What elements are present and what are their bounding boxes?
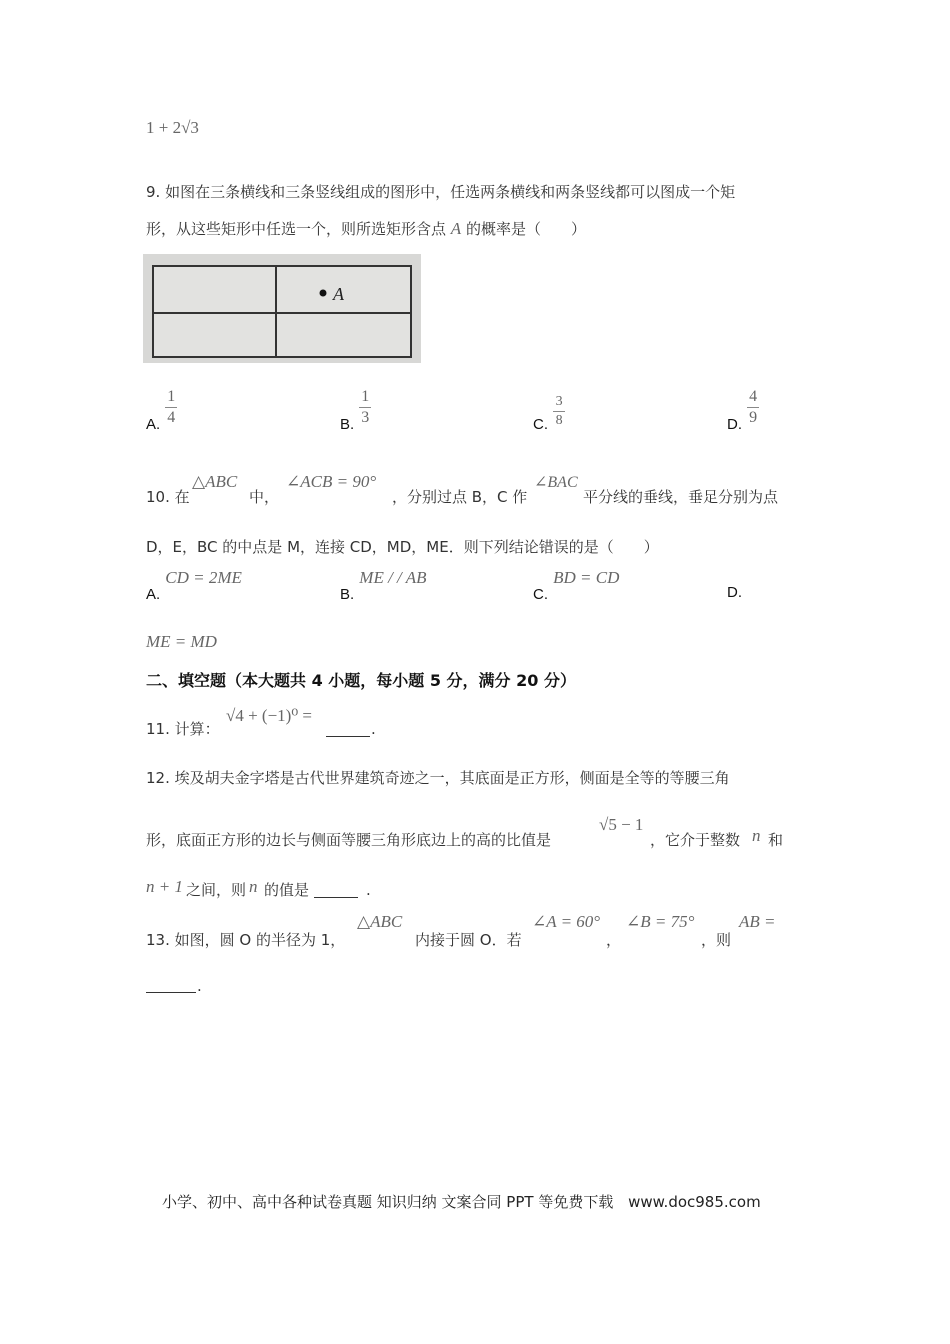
section-2-heading: 二、填空题（本大题共 4 小题，每小题 5 分，满分 20 分） — [146, 671, 576, 690]
q9-option-d-letter: D. — [727, 416, 742, 433]
frac-bar — [359, 407, 371, 408]
q11-label: 11. 计算： — [146, 720, 220, 738]
q13-angle-b: ∠B = 75° — [626, 912, 695, 931]
q9-option-c-frac — [553, 394, 565, 429]
q9-option-a-frac — [165, 388, 177, 427]
q10-line2: D，E，BC 的中点是 M，连接 CD，MD，ME．则下列结论错误的是（ ） — [146, 538, 659, 556]
q10-option-d-expr: ME = MD — [146, 632, 217, 651]
q11-answer-blank[interactable] — [326, 722, 370, 741]
q10-option-a[interactable] — [146, 568, 242, 603]
frac-bar — [165, 407, 177, 408]
q9-option-c-letter: C. — [533, 416, 548, 433]
q10-tri: △ABC — [192, 472, 238, 491]
frac-num: 1 — [361, 388, 370, 405]
q9-option-b-frac — [359, 388, 371, 427]
q9-option-a[interactable] — [146, 386, 177, 433]
frac-bar — [747, 407, 759, 408]
q10-option-c[interactable] — [533, 568, 620, 603]
q13-then: ，则 — [701, 931, 732, 949]
q12-line3-post: 的值是 — [264, 881, 310, 899]
frac-den: 8 — [555, 413, 563, 428]
footer-text: 小学、初中、高中各种试卷真题 知识归纳 文案合同 PPT 等免费下载 — [162, 1193, 614, 1211]
q9-point-dot — [320, 290, 327, 297]
q9-line2-post: 的概率是（ ） — [465, 220, 586, 238]
q9-option-c[interactable] — [533, 390, 565, 433]
q10-option-b-expr: ME / / AB — [359, 568, 427, 587]
q9-grid-outer — [153, 266, 411, 357]
q12-he: 和 — [768, 831, 784, 849]
q12-line2-pre: 形，底面正方形的边长与侧面等腰三角形底边上的高的比值是 — [146, 831, 552, 849]
q9-line2-pre: 形，从这些矩形中任选一个，则所选矩形含点 — [146, 220, 447, 238]
q10-num: 10. 在 — [146, 488, 190, 506]
q9-option-b[interactable] — [340, 386, 371, 433]
q13-ab: AB = — [739, 912, 776, 931]
q13-comma: ， — [606, 931, 622, 949]
q12-answer-blank[interactable] — [314, 883, 358, 902]
q12-expr: √5 − 1 — [599, 815, 644, 834]
q10-angle2: ∠BAC — [534, 474, 578, 491]
frac-num: 4 — [749, 388, 758, 405]
q10-end1: 平分线的垂线，垂足分别为点 — [583, 488, 779, 506]
frac-num: 3 — [555, 394, 563, 409]
top-expression: 1 + 2√3 — [146, 118, 199, 137]
q9-figure — [143, 254, 421, 363]
q12-line3-mid: 之间，则 — [186, 881, 247, 899]
q12-line1: 12. 埃及胡夫金字塔是古代世界建筑奇迹之一，其底面是正方形，侧面是全等的等腰三角 — [146, 769, 730, 787]
q10-zhong: 中， — [249, 488, 280, 506]
frac-den: 4 — [167, 409, 176, 426]
q11-dot: . — [371, 720, 376, 738]
q11-expr: √4 + (−1)⁰ = — [226, 706, 312, 725]
q13-angle-a: ∠A = 60° — [532, 912, 601, 931]
q9-grid-svg — [143, 254, 421, 363]
q12-dot: . — [366, 881, 371, 899]
q9-point: A — [450, 219, 462, 238]
blank-line — [314, 883, 358, 898]
q10-angle: ∠ACB = 90° — [286, 472, 377, 491]
q12-n1: n + 1 — [146, 877, 183, 896]
frac-num: 1 — [167, 388, 176, 405]
q12-line2-mid: ，它介于整数 — [650, 831, 741, 849]
q9-figure-label: A — [333, 284, 344, 304]
q13-tri: △ABC — [357, 912, 403, 931]
q13-answer-blank[interactable] — [146, 978, 196, 997]
q9-option-b-letter: B. — [340, 416, 355, 433]
q13-mid: 内接于圆 O．若 — [415, 931, 522, 949]
q10-option-a-letter: A. — [146, 586, 161, 603]
q10-option-b-letter: B. — [340, 586, 355, 603]
q10-option-d-letter[interactable]: D. — [727, 584, 742, 601]
q10-mid: ，分别过点 B，C 作 — [392, 488, 528, 506]
footer — [162, 1191, 761, 1212]
q13-dot: . — [197, 977, 202, 995]
frac-den: 3 — [361, 409, 370, 426]
frac-den: 9 — [749, 409, 758, 426]
q13-line1-pre: 13. 如图，圆 O 的半径为 1， — [146, 931, 346, 949]
q9-line1: 9. 如图在三条横线和三条竖线组成的图形中，任选两条横线和两条竖线都可以图成一个矩 — [146, 183, 736, 201]
frac-bar — [553, 411, 565, 412]
blank-line — [326, 722, 370, 737]
q9-line2 — [146, 218, 586, 239]
q10-option-c-letter: C. — [533, 586, 548, 603]
q10-option-a-expr: CD = 2ME — [165, 568, 242, 587]
blank-line — [146, 978, 196, 993]
q9-option-d-frac — [747, 388, 759, 427]
q10-option-b[interactable] — [340, 568, 427, 603]
q9-option-a-letter: A. — [146, 416, 161, 433]
q12-n: n — [752, 826, 761, 845]
footer-url[interactable]: www.doc985.com — [628, 1193, 761, 1211]
q9-option-d[interactable] — [727, 386, 759, 433]
q12-n-again: n — [249, 877, 258, 896]
q10-option-c-expr: BD = CD — [553, 568, 620, 587]
